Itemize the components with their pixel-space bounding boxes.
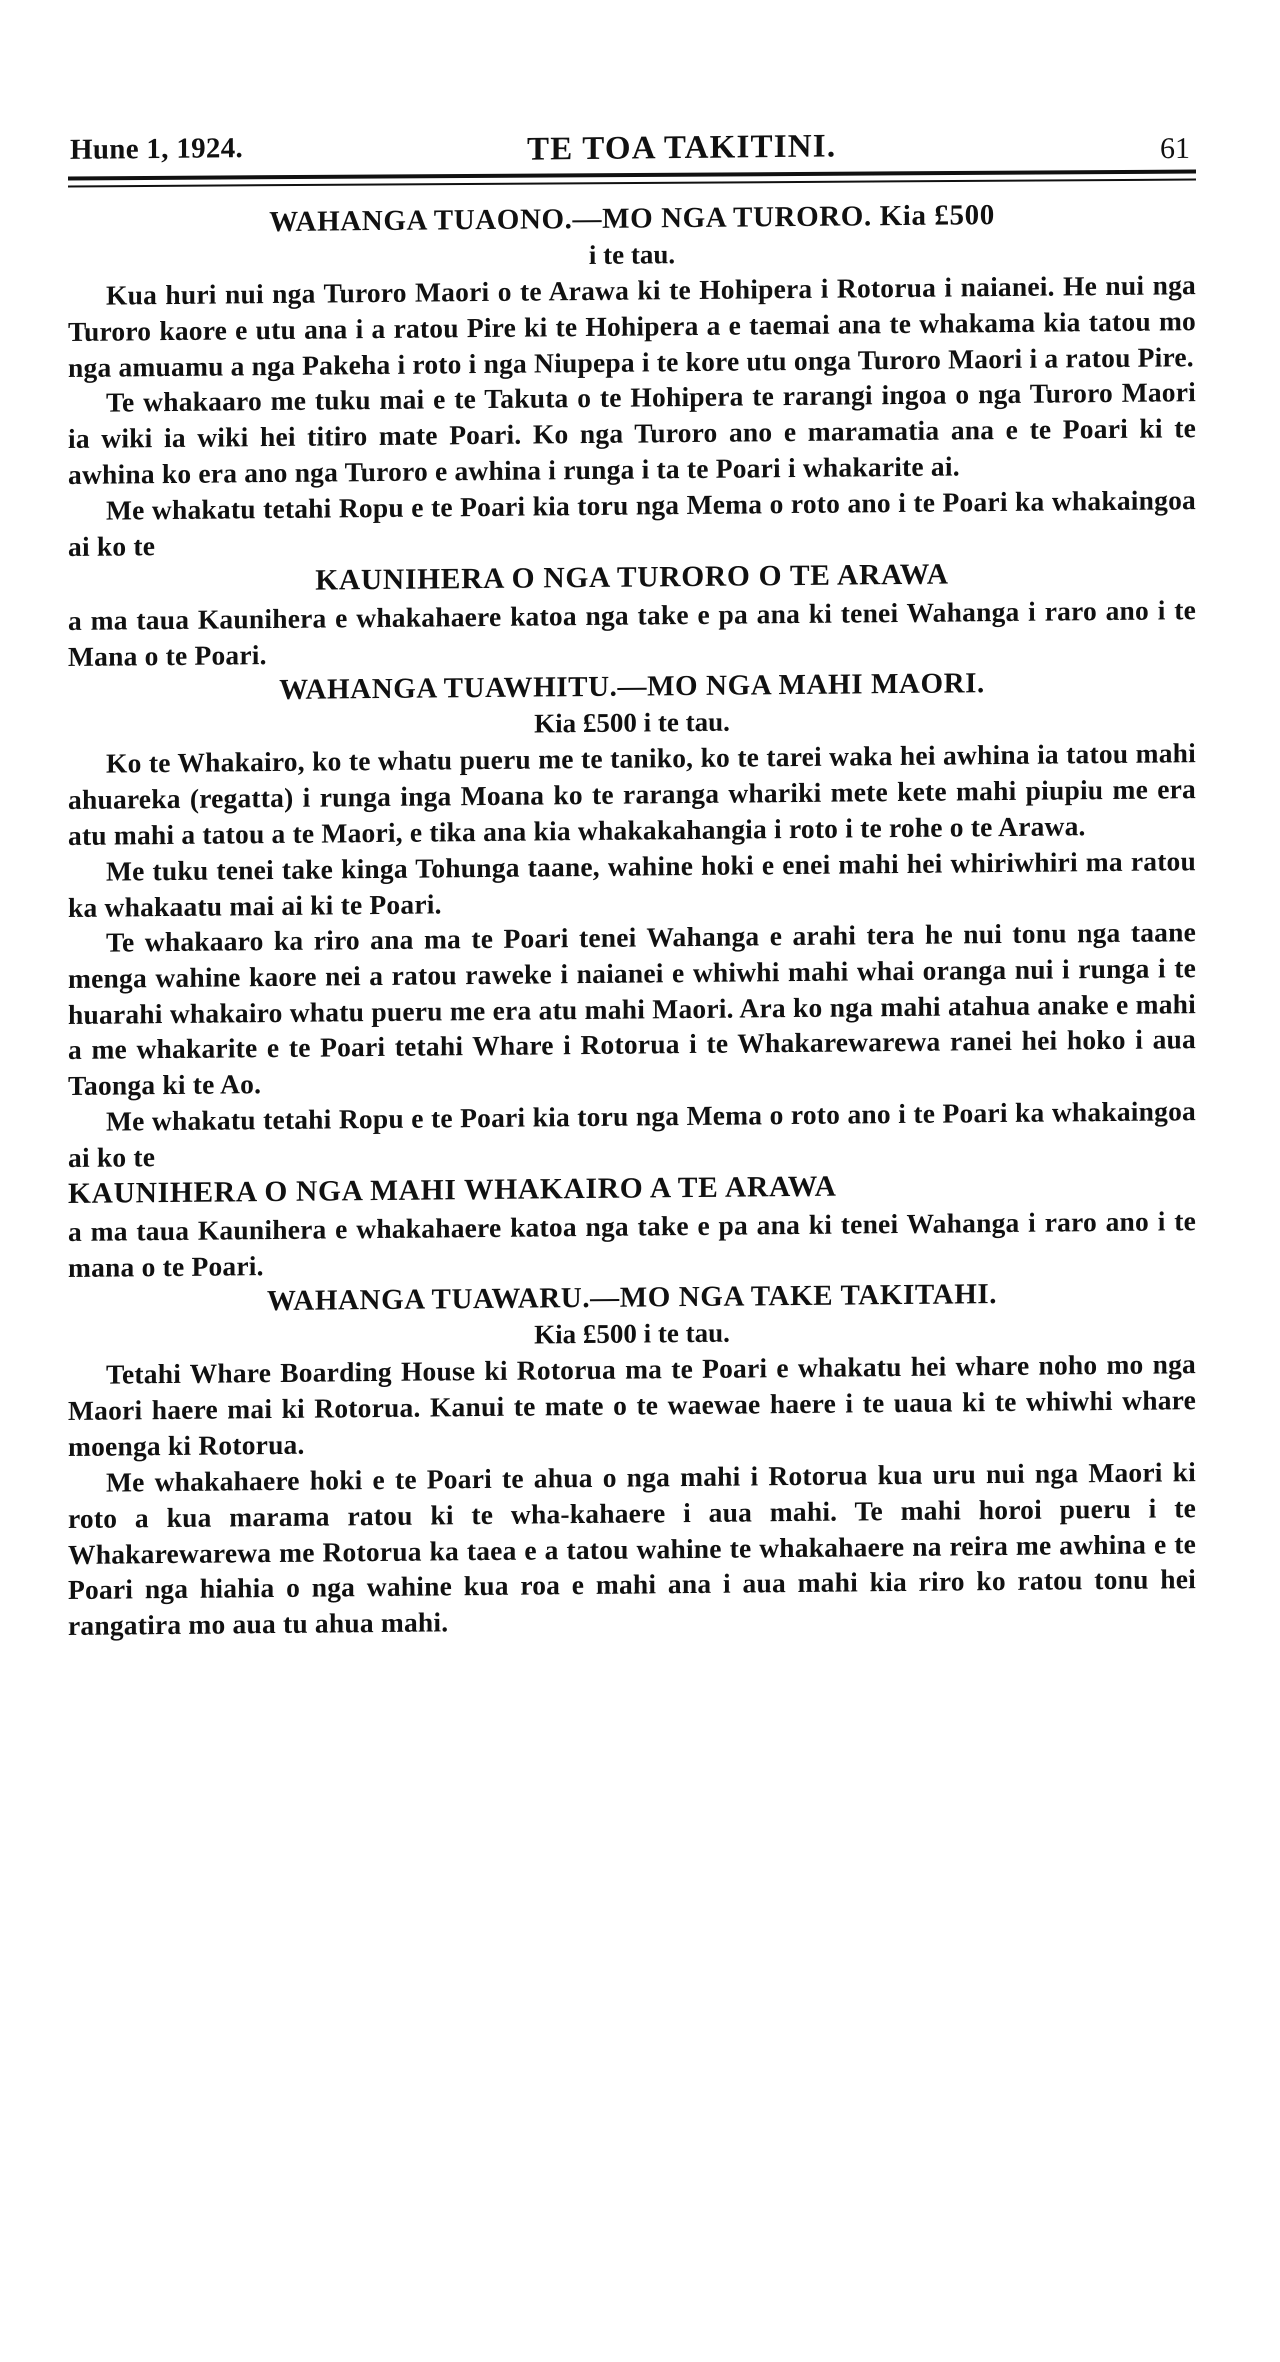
page-number: 61 <box>1160 131 1190 166</box>
section-wahanga-tuawaru <box>68 1278 1196 1643</box>
paragraph: Me whakahaere hoki e te Poari te ahua o nga mahi i Rotorua kua uru nui nga Maori ki roto a kua marama ratou ki te wha-kahaere i aua mahi. Te mahi horoi pueru i te Whakarewarewa me Rotorua ka taea e a tatou wahine te whakahaere na reira me awhina e te Poari nga hiahia o nga wahine kua roa e mahi ana i aua mahi kia riro ko ratou tonu hei rangatira mo aua tu ahua mahi. <box>68 1455 1196 1641</box>
paragraph: Kua huri nui nga Turoro Maori o te Arawa ki te Hohipera i Rotorua i naianei. He nui nga Turoro kaore e utu ana i a ratou Pire ki te Hohipera a e taemai ana te whakama kia tatou mo nga amuamu a nga Pakeha i roto i nga Niupepa i te kore utu onga Turoro Maori i a ratou Pire. <box>68 269 1196 383</box>
section-wahanga-tuaono <box>68 199 1196 674</box>
section-heading: WAHANGA TUAONO.—MO NGA TURORO. Kia £500 <box>269 199 995 239</box>
paragraph: Ko te Whakairo, ko te whatu pueru me te taniko, ko te tarei waka hei awhina ia tatou mahi ahuareka (regatta) i runga inga Moana ko te raranga whariki mete kete mahi piupiu me era atu mahi a tatou a te Maori, e tika ana kia whakakahangia i roto i te rohe o te Arawa. <box>68 737 1196 851</box>
section-subheading: Kia £500 i te tau. <box>534 706 730 739</box>
section-closing: a ma taua Kaunihera e whakahaere katoa nga take e pa ana ki tenei Wahanga i raro ano i te mana o te Poari. <box>68 1204 1196 1283</box>
page-body <box>68 199 1196 1643</box>
section-subheading: Kia £500 i te tau. <box>534 1317 730 1350</box>
paragraph: Tetahi Whare Boarding House ki Rotorua ma te Poari e whakatu hei whare noho mo nga Maori haere mai ki Rotorua. Kanui te mate o te waewae haere i te uaua ki te whiwhi whare moenga ki Rotorua. <box>68 1348 1196 1462</box>
journal-title: TE TOA TAKITINI. <box>526 128 837 168</box>
council-title: KAUNIHERA O NGA TURORO O TE ARAWA <box>315 558 949 597</box>
section-subheading: i te tau. <box>588 239 676 271</box>
section-heading: WAHANGA TUAWHITU.—MO NGA MAHI MAORI. <box>279 667 985 707</box>
section-closing: a ma taua Kaunihera e whakahaere katoa nga take e pa ana ki tenei Wahanga i raro ano i te Mana o te Poari. <box>68 593 1196 672</box>
paragraph: Me whakatu tetahi Ropu e te Poari kia toru nga Mema o roto ano i te Poari ka whakaingoa ai ko te <box>68 1094 1196 1173</box>
page-content <box>62 130 1222 1643</box>
paragraph: Me tuku tenei take kinga Tohunga taane, wahine hoki e enei mahi hei whiriwhiri ma ratou ka whakaatu mai ai ki te Poari. <box>68 844 1196 923</box>
section-heading: WAHANGA TUAWARU.—MO NGA TAKE TAKITAHI. <box>266 1278 998 1318</box>
council-title: KAUNIHERA O NGA MAHI WHAKAIRO A TE ARAWA <box>68 1170 837 1211</box>
header-rules <box>68 173 1196 184</box>
header-rule-thin <box>68 179 1196 188</box>
paragraph: Te whakaaro ka riro ana ma te Poari tenei Wahanga e arahi tera he nui tonu nga taane menga wahine kaore nei a ratou raweke i naianei e whiwhi mahi whai oranga nui i runga i te huarahi whakairo whatu pueru me era atu mahi Maori. Ara ko nga mahi atahua anake e mahi a me whakarite e te Poari tetahi Whare i Rotorua i te Whakarewarewa ranei hei hoko i aua Taonga ki te Ao. <box>68 916 1196 1101</box>
page-header <box>70 130 1190 167</box>
issue-date: Hune 1, 1924. <box>70 132 244 166</box>
paragraph: Me whakatu tetahi Ropu e te Poari kia toru nga Mema o roto ano i te Poari ka whakaingoa ai ko te <box>68 483 1196 562</box>
paragraph: Te whakaaro me tuku mai e te Takuta o te Hohipera te rarangi ingoa o nga Turoro Maori ia wiki ia wiki hei titiro mate Poari. Ko nga Turoro ano e maramatia ana e te Poari ki te awhina ko era ano nga Turoro e awhina i runga i ta te Poari i whakarite ai. <box>68 376 1196 490</box>
section-wahanga-tuawhitu <box>68 667 1196 1285</box>
